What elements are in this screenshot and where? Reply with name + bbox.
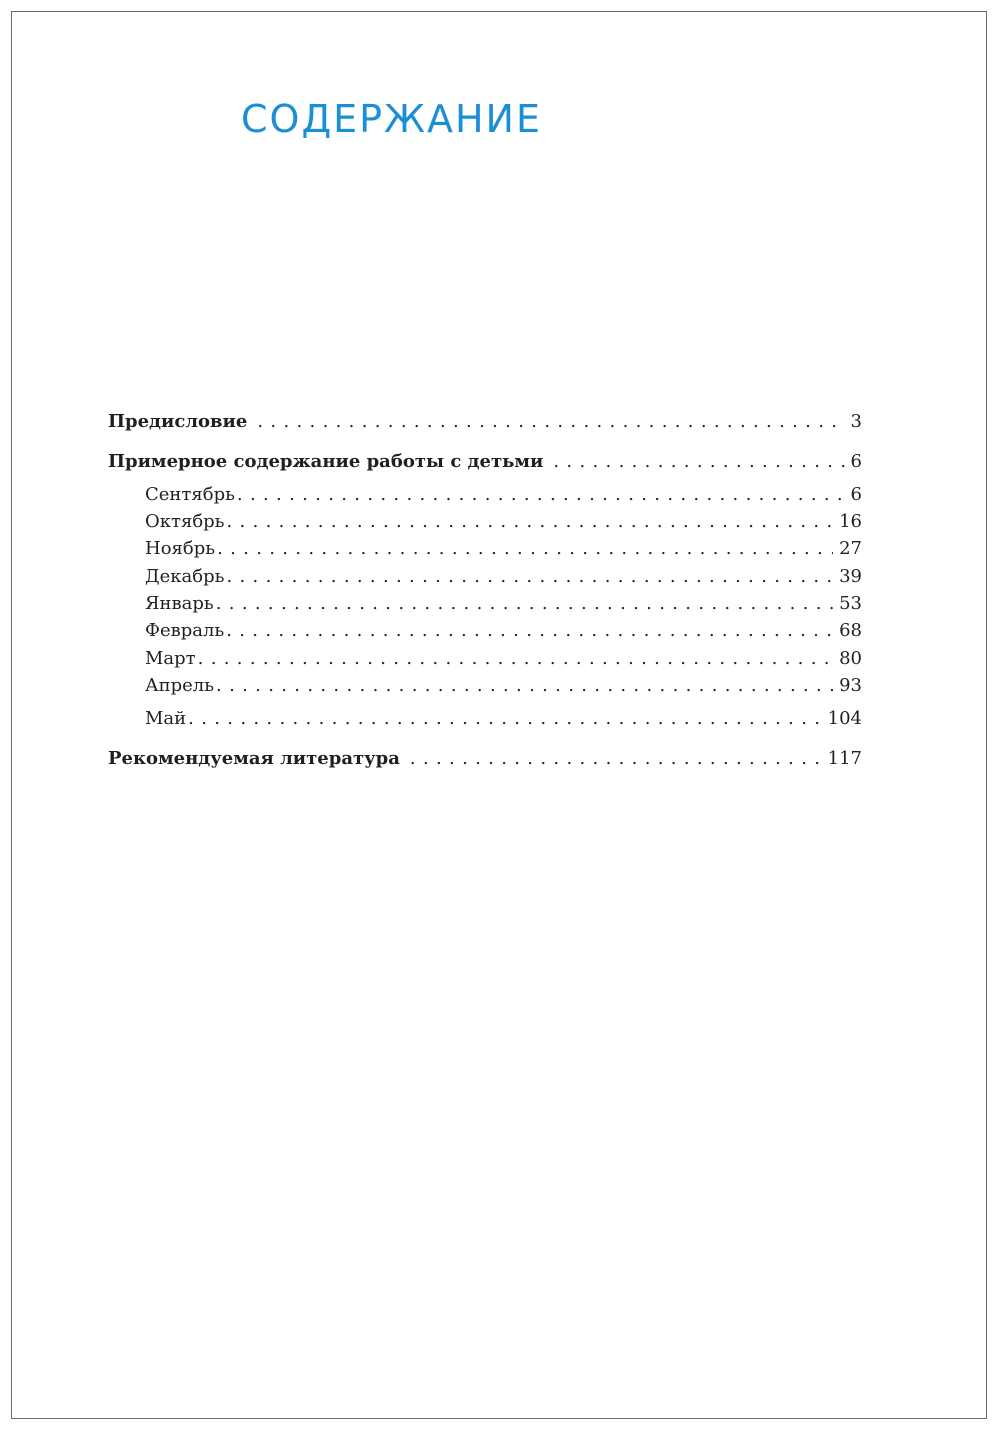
toc-dot-leader xyxy=(237,484,845,505)
toc-entry-month-march[interactable] xyxy=(145,648,862,669)
toc-page-number: 104 xyxy=(827,708,862,729)
page-title: СОДЕРЖАНИЕ xyxy=(241,97,542,141)
toc-dot-leader xyxy=(188,708,821,729)
toc-dot-leader xyxy=(226,566,833,587)
toc-page-number: 39 xyxy=(839,566,862,587)
toc-entry-month-september[interactable] xyxy=(145,484,862,505)
toc-dot-leader xyxy=(226,620,833,641)
toc-entry-label: Февраль xyxy=(145,620,225,641)
toc-entry-literature[interactable] xyxy=(108,748,862,769)
toc-page-number: 27 xyxy=(839,538,862,559)
toc-entry-month-january[interactable] xyxy=(145,593,862,614)
toc-entry-label: Январь xyxy=(145,593,214,614)
toc-entry-label: Октябрь xyxy=(145,511,225,532)
toc-entry-month-april[interactable] xyxy=(145,675,862,696)
toc-entry-label: Сентябрь xyxy=(145,484,235,505)
toc-page-number: 117 xyxy=(827,748,862,769)
toc-dot-leader xyxy=(216,593,833,614)
toc-dot-leader xyxy=(410,748,822,769)
toc-entry-month-november[interactable] xyxy=(145,538,862,559)
toc-entry-label: Декабрь xyxy=(145,566,225,587)
toc-page-number: 6 xyxy=(850,451,862,472)
toc-entry-label: Май xyxy=(145,708,187,729)
toc-entry-label: Март xyxy=(145,648,196,669)
toc-entry-month-february[interactable] xyxy=(145,620,862,641)
toc-dot-leader xyxy=(257,411,844,432)
toc-page-number: 80 xyxy=(839,648,862,669)
toc-entry-label: Ноябрь xyxy=(145,538,216,559)
toc-entry-month-december[interactable] xyxy=(145,566,862,587)
toc-dot-leader xyxy=(217,538,833,559)
toc-entry-preface[interactable] xyxy=(108,411,862,432)
toc-entry-main-section[interactable] xyxy=(108,451,862,472)
toc-page-number: 16 xyxy=(839,511,862,532)
toc-page-number: 6 xyxy=(850,484,862,505)
toc-dot-leader xyxy=(216,675,833,696)
toc-entry-label: Апрель xyxy=(145,675,215,696)
toc-dot-leader xyxy=(553,451,844,472)
toc-page-number: 68 xyxy=(839,620,862,641)
toc-dot-leader xyxy=(198,648,833,669)
toc-entry-label: Предисловие xyxy=(108,411,248,432)
toc-page-number: 3 xyxy=(850,411,862,432)
toc-entry-label: Рекомендуемая литература xyxy=(108,748,400,769)
toc-page-number: 93 xyxy=(839,675,862,696)
toc-page-number: 53 xyxy=(839,593,862,614)
toc-entry-month-may[interactable] xyxy=(145,708,862,729)
toc-entry-label: Примерное содержание работы с детьми xyxy=(108,451,544,472)
toc-dot-leader xyxy=(226,511,833,532)
toc-entry-month-october[interactable] xyxy=(145,511,862,532)
